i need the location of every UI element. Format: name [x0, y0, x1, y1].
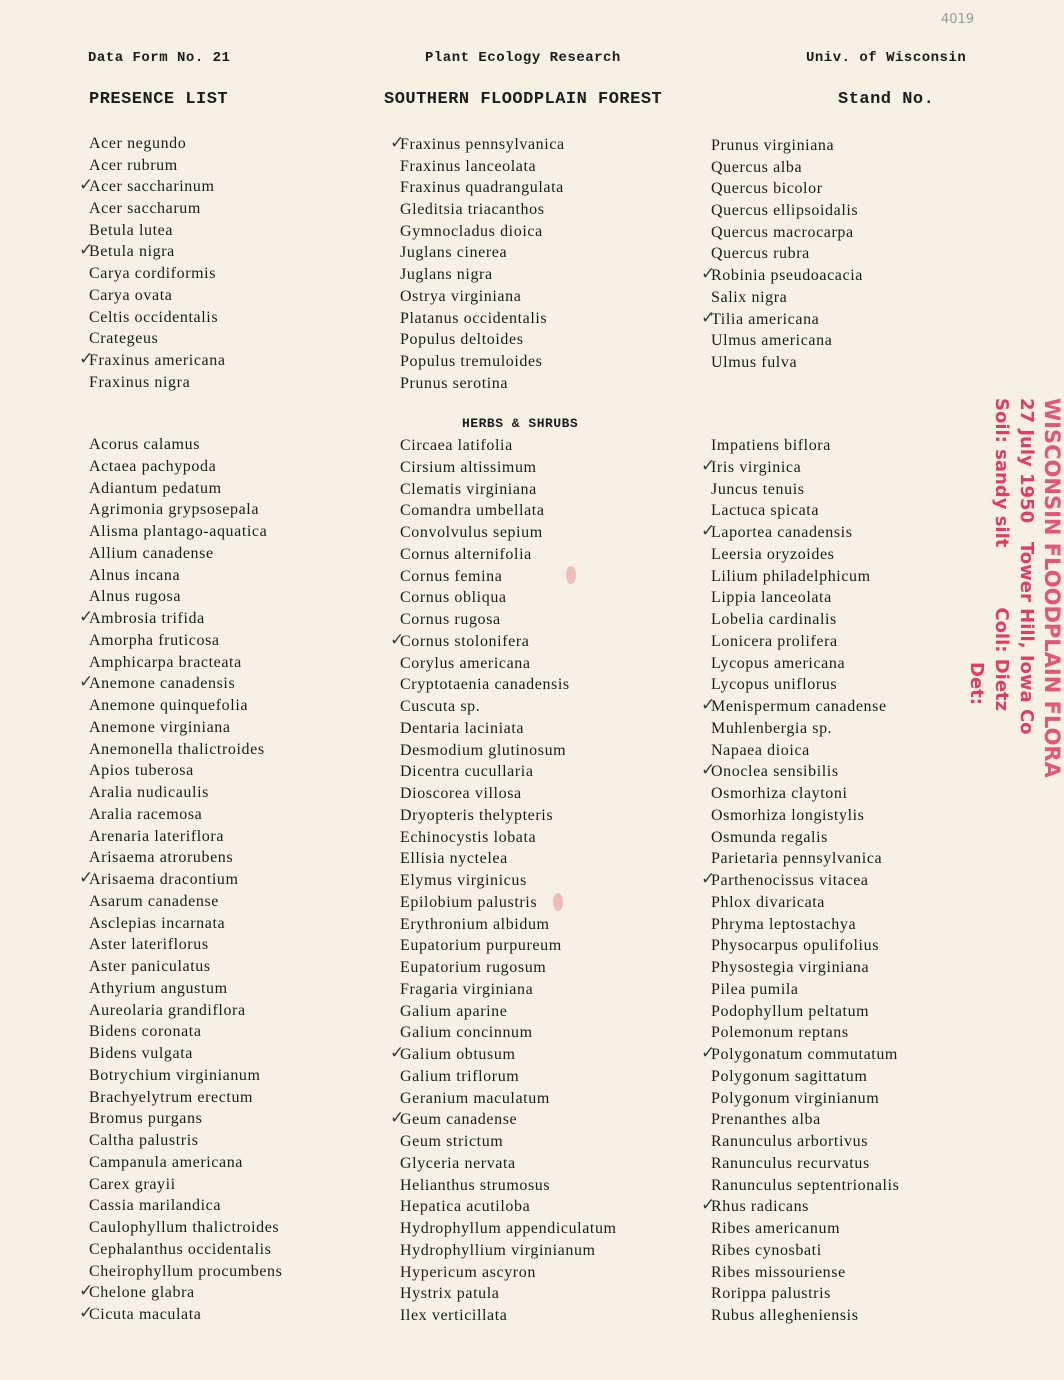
species-item: Hystrix patula — [400, 1285, 500, 1303]
form-number: Data Form No. 21 — [88, 50, 231, 66]
species-item: Podophyllum peltatum — [711, 1002, 870, 1020]
species-item: Clematis virginiana — [400, 480, 537, 498]
species-item: Ribes cynosbati — [711, 1241, 822, 1259]
species-item: Dentaria laciniata — [400, 719, 525, 737]
species-item: Geum strictum — [400, 1133, 504, 1150]
species-item: Fraxinus nigra — [89, 373, 191, 391]
species-item: Pilea pumila — [711, 980, 799, 998]
species-item: Lactuca spicata — [711, 502, 820, 520]
species-item: ✓ Geum canadense — [400, 1109, 617, 1131]
species-item: Epilobium palustris — [400, 893, 538, 911]
species-item: Cassia marilandica — [89, 1197, 222, 1215]
species-item: Celtis occidentalis — [89, 308, 219, 326]
species-item: Alnus incana — [89, 566, 181, 584]
species-item: Caulophyllum thalictroides — [89, 1219, 280, 1236]
species-item: Dicentra cucullaria — [400, 763, 534, 781]
species-item: Quercus macrocarpa — [711, 223, 854, 241]
species-item: Prunus virginiana — [711, 137, 835, 154]
species-item: Lobelia cardinalis — [711, 611, 837, 628]
org-name: Plant Ecology Research — [425, 50, 621, 66]
herbs-shrubs-heading: HERBS & SHRUBS — [462, 416, 579, 431]
species-item: Ulmus fulva — [711, 353, 798, 371]
species-item: ✓ Arisaema dracontium — [89, 869, 283, 891]
species-item: Convolvulus sepium — [400, 524, 543, 541]
forest-title: SOUTHERN FLOODPLAIN FOREST — [384, 90, 663, 109]
species-item: Acer negundo — [89, 135, 187, 152]
species-item: Elymus virginicus — [400, 872, 527, 889]
species-item: Quercus alba — [711, 158, 803, 176]
species-item: Rubus allegheniensis — [711, 1307, 859, 1324]
species-item: Arenaria lateriflora — [89, 827, 225, 845]
species-item: Alisma plantago-aquatica — [89, 523, 268, 540]
species-item: Actaea pachypoda — [89, 457, 217, 475]
species-item: Acorus calamus — [89, 436, 201, 453]
species-item: Lycopus americana — [711, 654, 846, 672]
species-item: Geranium maculatum — [400, 1089, 550, 1107]
stamp-det: Det: — [966, 662, 987, 705]
species-item: Hydrophyllum appendiculatum — [400, 1220, 617, 1237]
species-item: Desmodium glutinosum — [400, 741, 567, 759]
species-item: Brachyelytrum erectum — [89, 1088, 254, 1106]
species-item: Cornus rugosa — [400, 611, 501, 628]
species-item: Comandra umbellata — [400, 502, 545, 520]
species-item: Hypericum ascyron — [400, 1263, 536, 1281]
species-item: Quercus bicolor — [711, 180, 823, 198]
species-item: Rorippa palustris — [711, 1285, 831, 1303]
species-item: Phlox divaricata — [711, 893, 826, 911]
species-item: Carex grayii — [89, 1175, 176, 1193]
species-item: Cryptotaenia canadensis — [400, 676, 570, 694]
ink-blot — [553, 893, 563, 911]
species-item: Carya cordiformis — [89, 265, 217, 283]
species-item: Galium aparine — [400, 1002, 508, 1020]
species-item: Polygonum sagittatum — [711, 1067, 868, 1085]
page-number: 4019 — [941, 12, 975, 27]
species-item: Cirsium altissimum — [400, 458, 537, 476]
herb-list-col3 — [711, 435, 899, 1327]
species-item: ✓ Betula nigra — [89, 241, 226, 263]
stand-number-label: Stand No. — [838, 90, 935, 109]
species-item: ✓ Parthenocissus vitacea — [711, 870, 899, 892]
ink-blot — [566, 566, 576, 584]
species-item: Cheirophyllum procumbens — [89, 1262, 283, 1280]
species-item: Lonicera prolifera — [711, 632, 838, 650]
species-item: Carya ovata — [89, 286, 173, 304]
species-item: Quercus ellipsoidalis — [711, 202, 859, 220]
species-item: Salix nigra — [711, 288, 788, 306]
species-item: Ribes missouriense — [711, 1263, 846, 1281]
species-item: Juglans nigra — [400, 266, 493, 284]
species-item: ✓ Tilia americana — [711, 309, 863, 331]
species-item: Anemonella thalictroides — [89, 740, 265, 758]
species-item: Ribes americanum — [711, 1220, 841, 1237]
university: Univ. of Wisconsin — [806, 50, 967, 66]
species-item: Cornus alternifolia — [400, 545, 532, 563]
species-item: ✓ Anemone canadensis — [89, 673, 283, 695]
species-item: Leersia oryzoides — [711, 545, 835, 563]
species-item: Fraxinus lanceolata — [400, 157, 537, 175]
species-item: ✓ Laportea canadensis — [711, 522, 899, 544]
species-item: Impatiens biflora — [711, 437, 831, 454]
species-item: Caltha palustris — [89, 1132, 199, 1149]
species-item: Physocarpus opulifolius — [711, 937, 880, 955]
species-item: Alnus rugosa — [89, 588, 182, 606]
stamp-determiner — [964, 398, 989, 778]
species-item: Acer saccharum — [89, 200, 201, 218]
species-item: Ulmus americana — [711, 332, 833, 350]
species-item: Cornus obliqua — [400, 589, 507, 607]
species-item: Acer rubrum — [89, 156, 178, 174]
species-item: ✓ Robinia pseudoacacia — [711, 265, 863, 287]
herb-list-col2 — [400, 435, 617, 1327]
species-item: Polygonum virginianum — [711, 1089, 880, 1107]
species-item: ✓ Acer saccharinum — [89, 176, 226, 198]
species-item: Dioscorea villosa — [400, 785, 522, 802]
species-item: Lippia lanceolata — [711, 589, 832, 607]
species-item: Corylus americana — [400, 654, 531, 672]
species-item: Populus deltoides — [400, 331, 524, 349]
species-item: Gymnocladus dioica — [400, 222, 543, 240]
species-item: Fragaria virginiana — [400, 980, 534, 998]
species-item: Crategeus — [89, 330, 159, 348]
species-item: Adiantum pedatum — [89, 479, 222, 497]
species-item: Ilex verticillata — [400, 1307, 508, 1324]
species-item: Aster paniculatus — [89, 958, 211, 975]
tree-list-col1 — [89, 133, 226, 393]
species-item: Populus tremuloides — [400, 352, 543, 370]
species-item: Ranunculus septentrionalis — [711, 1176, 900, 1194]
species-item: ✓ Fraxinus pennsylvanica — [400, 134, 565, 156]
species-item: Allium canadense — [89, 544, 214, 562]
stamp-date-location — [1014, 398, 1039, 778]
species-item: Arisaema atrorubens — [89, 849, 234, 867]
species-item: ✓ Cornus stolonifera — [400, 631, 617, 653]
species-item: Gleditsia triacanthos — [400, 201, 545, 219]
species-item: Bidens coronata — [89, 1023, 202, 1041]
species-item: Prunus serotina — [400, 374, 509, 392]
species-item: Amorpha fruticosa — [89, 631, 220, 649]
species-item: Eupatorium rugosum — [400, 959, 547, 976]
species-item: Bidens vulgata — [89, 1045, 193, 1062]
stamp-soil-collector — [989, 398, 1014, 778]
stamp-collector: Coll: Dietz — [991, 607, 1012, 712]
species-item: Campanula americana — [89, 1153, 243, 1171]
species-item: Muhlenbergia sp. — [711, 719, 833, 737]
herbarium-stamp — [964, 398, 1064, 778]
species-item: ✓ Chelone glabra — [89, 1282, 283, 1304]
species-item: ✓ Onoclea sensibilis — [711, 761, 899, 783]
species-item: Osmorhiza claytoni — [711, 785, 848, 802]
species-item: Asarum canadense — [89, 892, 219, 910]
presence-list-title: PRESENCE LIST — [89, 90, 229, 109]
tree-list-col3 — [711, 135, 863, 374]
species-item: Amphicarpa bracteata — [89, 653, 242, 671]
species-item: Parietaria pennsylvanica — [711, 850, 883, 868]
stamp-location: Tower Hill, Iowa Co — [1016, 541, 1037, 735]
species-item: Circaea latifolia — [400, 437, 513, 454]
species-item: ✓ Cicuta maculata — [89, 1304, 283, 1326]
species-item: Anemone quinquefolia — [89, 697, 249, 714]
species-item: Hydrophyllium virginianum — [400, 1241, 596, 1259]
species-item: Osmorhiza longistylis — [711, 806, 865, 824]
species-item: Phryma leptostachya — [711, 915, 857, 933]
species-item: Hepatica acutiloba — [400, 1198, 531, 1216]
species-item: Aster lateriflorus — [89, 936, 209, 954]
species-item: ✓ Polygonatum commutatum — [711, 1044, 899, 1066]
species-item: Platanus occidentalis — [400, 309, 548, 327]
species-item: Polemonum reptans — [711, 1024, 849, 1042]
species-item: Helianthus strumosus — [400, 1176, 551, 1194]
species-item: Physostegia virginiana — [711, 959, 870, 976]
stamp-date: 27 July 1950 — [1016, 398, 1037, 524]
species-item: Botrychium virginianum — [89, 1066, 261, 1084]
species-item: Ostrya virginiana — [400, 287, 522, 305]
species-item: Dryopteris thelypteris — [400, 806, 554, 824]
species-item: Juncus tenuis — [711, 480, 805, 498]
species-item: Eupatorium purpureum — [400, 937, 562, 955]
tree-list-col2 — [400, 134, 565, 394]
stamp-soil: Soil: sandy silt — [991, 398, 1012, 548]
species-item: Cuscuta sp. — [400, 698, 481, 715]
species-item: Cephalanthus occidentalis — [89, 1240, 272, 1258]
stamp-title: WISCONSIN FLOODPLAIN FLORA — [1040, 398, 1064, 778]
species-item: Prenanthes alba — [711, 1111, 821, 1129]
species-item: Aralia racemosa — [89, 805, 203, 823]
species-item: Osmunda regalis — [711, 828, 828, 846]
herb-list-col1 — [89, 434, 283, 1326]
species-item: Echinocystis lobata — [400, 828, 537, 846]
species-item: Ellisia nyctelea — [400, 850, 508, 868]
species-item: Athyrium angustum — [89, 979, 228, 997]
species-item: Galium triflorum — [400, 1067, 520, 1085]
species-item: ✓ Ambrosia trifida — [89, 608, 283, 630]
species-item: Juglans cinerea — [400, 244, 508, 262]
species-item: Fraxinus quadrangulata — [400, 179, 564, 197]
species-item: Lilium philadelphicum — [711, 567, 871, 585]
species-item: Ranunculus arbortivus — [711, 1133, 869, 1150]
species-item: Aureolaria grandiflora — [89, 1001, 246, 1019]
species-item: ✓ Rhus radicans — [711, 1196, 899, 1218]
species-item: Bromus purgans — [89, 1110, 203, 1128]
species-item: ✓ Iris virginica — [711, 457, 899, 479]
species-item: Apios tuberosa — [89, 762, 194, 780]
species-item: ✓ Menispermum canadense — [711, 696, 899, 718]
species-item: Quercus rubra — [711, 245, 810, 263]
species-item: Erythronium albidum — [400, 915, 550, 933]
species-item: Glyceria nervata — [400, 1154, 516, 1172]
species-item: ✓ Fraxinus americana — [89, 350, 226, 372]
species-item: Agrimonia grypsosepala — [89, 501, 260, 519]
species-item: Napaea dioica — [711, 741, 810, 759]
species-item: Cornus femina — [400, 567, 503, 585]
species-item: ✓ Galium obtusum — [400, 1044, 617, 1066]
species-item: Ranunculus recurvatus — [711, 1154, 870, 1172]
species-item: Betula lutea — [89, 221, 174, 239]
species-item: Asclepias incarnata — [89, 914, 226, 932]
species-item: Anemone virginiana — [89, 718, 231, 736]
species-item: Lycopus uniflorus — [711, 676, 838, 694]
species-item: Aralia nudicaulis — [89, 784, 209, 801]
species-item: Galium concinnum — [400, 1024, 533, 1042]
